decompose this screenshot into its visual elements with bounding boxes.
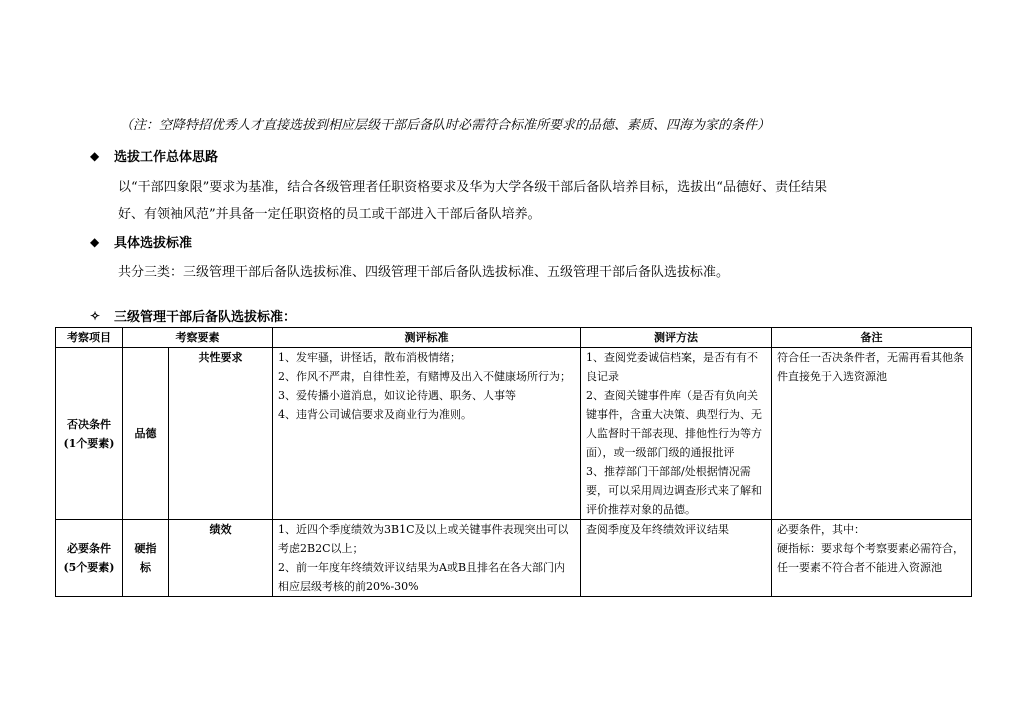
section-title: 选拔工作总体思路 [114, 150, 219, 165]
header-cell: 测评标准 [273, 328, 581, 348]
section-heading-level3-standards [90, 306, 296, 325]
table-row [56, 348, 972, 520]
method-line: 2、查阅关键事件库（是否有负向关键事件，含重大决策、典型行为、无人监督时干部表现、排他性行为等方面），或一级部门级的通报批评 [586, 389, 762, 459]
standard-line: 2、前一年度年终绩效评议结果为A或B且排名在各大部门内相应层级考核的前20%-30% [278, 561, 566, 593]
selection-standards-table [55, 327, 972, 597]
header-cell: 考察项目 [56, 328, 123, 348]
section-title: 具体选拔标准 [114, 236, 193, 251]
header-cell: 测评方法 [581, 328, 772, 348]
standard-line: 2、作风不严肃，自律性差，有赌博及出入不健康场所行为； [278, 370, 571, 383]
method-line: 3、推荐部门干部部/处根据情况需要，可以采用周边调查形式来了解和评价推荐对象的品德。 [586, 465, 762, 516]
standard-line: 1、发牢骚，讲怪话，散布消极情绪； [278, 351, 461, 364]
element-cell: 硬指 标 [123, 520, 169, 597]
paragraph-line: 好、有领袖风范”并具备一定任职资格的员工或干部进入干部后备队培养。 [118, 207, 541, 222]
item-cell: 必要条件 (5个要素) [56, 520, 123, 597]
remark-line: 必要条件，其中： [777, 523, 865, 536]
table-header-row [56, 328, 972, 348]
remark-cell [772, 520, 972, 597]
diamond-bullet-icon: ◆ [90, 148, 100, 163]
standard-cell [273, 520, 581, 597]
remark-cell [772, 348, 972, 520]
star-bullet-icon: ✧ [90, 308, 101, 323]
standard-line: 4、违背公司诚信要求及商业行为准则。 [278, 408, 472, 421]
section-heading-overall-approach [90, 146, 218, 165]
header-cell: 备注 [772, 328, 972, 348]
section-heading-specific-standards [90, 232, 192, 251]
element-cell: 品德 [123, 348, 169, 520]
standard-line: 1、近四个季度绩效为3B1C及以上或关键事件表现突出可以考虑2B2C以上； [278, 523, 569, 555]
remark-line: 硬指标：要求每个考察要素必需符合，任一要素不符合者不能进入资源池 [777, 542, 964, 574]
method-line: 查阅季度及年终绩效评议结果 [586, 523, 729, 536]
paragraph-line: 以“干部四象限”要求为基准，结合各级管理者任职资格要求及华为大学各级干部后备队培养目标，选拔出“品德好、责任结果 [118, 180, 827, 195]
paragraph-line: 共分三类：三级管理干部后备队选拔标准、四级管理干部后备队选拔标准、五级管理干部后备队选拔标准。 [118, 265, 730, 280]
sub-element-cell: 绩效 [169, 520, 273, 597]
standard-cell [273, 348, 581, 520]
item-cell: 否决条件 (1个要素) [56, 348, 123, 520]
header-cell: 考察要素 [123, 328, 273, 348]
sub-element-cell: 共性要求 [169, 348, 273, 520]
section-title: 三级管理干部后备队选拔标准： [114, 310, 297, 325]
remark-line: 符合任一否决条件者，无需再看其他条件直接免于入选资源池 [777, 351, 964, 383]
method-cell [581, 520, 772, 597]
method-line: 1、查阅党委诚信档案，是否有有不良记录 [586, 351, 758, 383]
standard-line: 3、爱传播小道消息，如议论待遇、职务、人事等 [278, 389, 516, 402]
diamond-bullet-icon: ◆ [90, 234, 100, 249]
table-row [56, 520, 972, 597]
note-text: （注：空降特招优秀人才直接选拔到相应层级干部后备队时必需符合标准所要求的品德、素质、四海为家的条件） [120, 118, 771, 133]
method-cell [581, 348, 772, 520]
